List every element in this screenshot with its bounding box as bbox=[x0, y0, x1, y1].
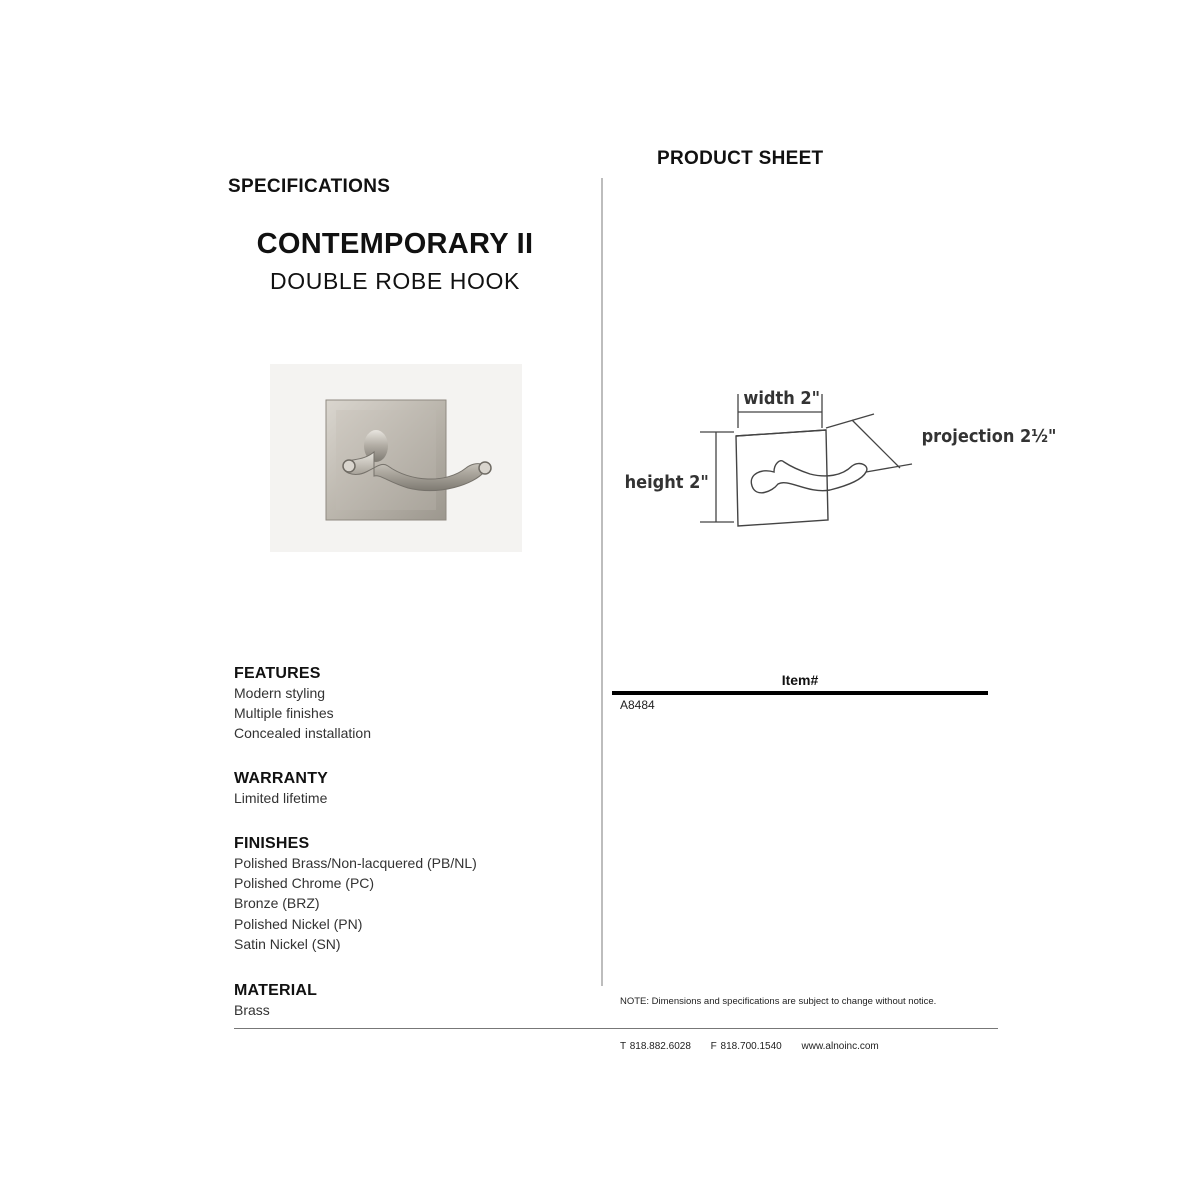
footer-website: www.alnoinc.com bbox=[801, 1041, 879, 1052]
finishes-item: Satin Nickel (SN) bbox=[234, 935, 341, 952]
warranty-item: Limited lifetime bbox=[234, 790, 328, 806]
finishes-item: Polished Chrome (PC) bbox=[234, 875, 375, 892]
item-header-rule bbox=[612, 691, 988, 695]
material-item: Brass bbox=[234, 1002, 270, 1018]
material-section bbox=[234, 982, 317, 1020]
material-title: MATERIAL bbox=[234, 982, 318, 999]
dimension-drawing bbox=[612, 380, 1057, 540]
features-item: Multiple finishes bbox=[234, 705, 334, 722]
features-title: FEATURES bbox=[234, 665, 321, 682]
finishes-title: FINISHES bbox=[234, 835, 310, 852]
disclaimer-note: NOTE: Dimensions and specifications are subject to change without notice. bbox=[620, 996, 937, 1007]
warranty-title: WARRANTY bbox=[234, 770, 329, 787]
footer-fax: F 818.700.1540 bbox=[710, 1041, 782, 1052]
product-sheet-heading: PRODUCT SHEET bbox=[657, 148, 824, 169]
footer-rule bbox=[234, 1028, 998, 1029]
column-divider bbox=[601, 178, 603, 986]
features-section bbox=[234, 665, 371, 744]
projection-label: projection 2½" bbox=[921, 426, 1057, 448]
height-label: height 2" bbox=[624, 472, 709, 494]
width-label: width 2" bbox=[743, 388, 821, 410]
product-photo bbox=[270, 364, 522, 552]
contact-footer bbox=[620, 1041, 895, 1052]
footer-phone: T 818.882.6028 bbox=[620, 1041, 691, 1052]
features-item: Concealed installation bbox=[234, 725, 371, 742]
item-number-header: Item# bbox=[781, 672, 819, 688]
item-number-value: A8484 bbox=[620, 698, 655, 712]
finishes-section bbox=[234, 835, 477, 954]
warranty-section bbox=[234, 770, 328, 808]
robe-hook-image bbox=[270, 364, 522, 552]
finishes-item: Bronze (BRZ) bbox=[234, 895, 320, 912]
features-item: Modern styling bbox=[234, 685, 326, 701]
finishes-item: Polished Nickel (PN) bbox=[234, 915, 363, 932]
product-name: CONTEMPORARY II bbox=[256, 228, 534, 260]
product-subtitle: DOUBLE ROBE HOOK bbox=[270, 268, 520, 294]
dimension-diagram bbox=[612, 380, 1057, 540]
specifications-heading: SPECIFICATIONS bbox=[228, 176, 391, 197]
finishes-item: Polished Brass/Non-lacquered (PB/NL) bbox=[234, 855, 477, 871]
